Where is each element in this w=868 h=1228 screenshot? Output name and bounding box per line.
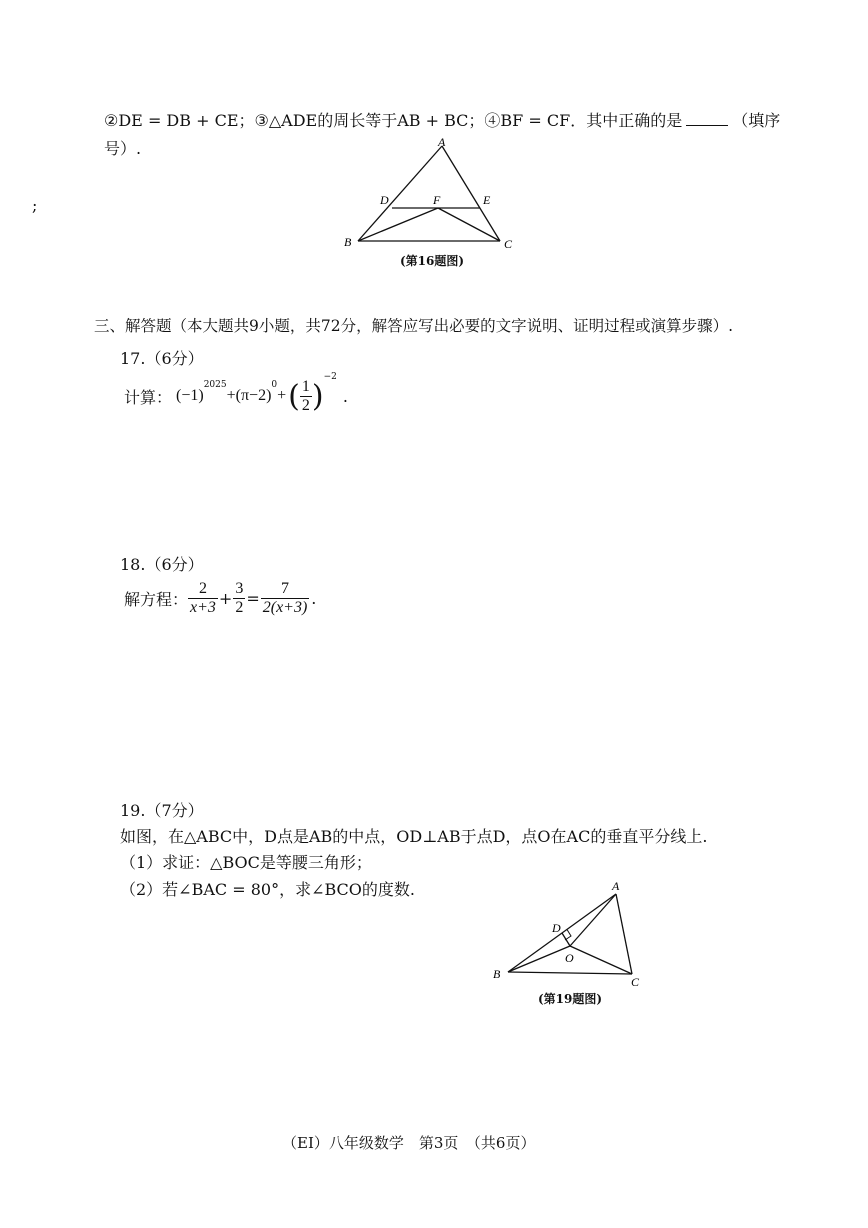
label19-B: B	[493, 967, 501, 981]
q19-part2: （2）若∠BAC = 80°，求∠BCO的度数.	[120, 880, 415, 899]
q17-plus: +	[277, 387, 287, 404]
q18-plus: +	[218, 588, 233, 608]
label19-C: C	[631, 975, 640, 986]
q17-frac-den: 2	[301, 396, 310, 414]
q17-exp3: −2	[323, 372, 337, 382]
q18-fraction-1	[188, 580, 218, 617]
q17-expression: 计算： (−1) $^{2025}$ +(π−2) $^0$ + ( $\frac{1}{2}$ ) $^{-2}$ .	[124, 372, 348, 414]
q17-frac-num: 1	[301, 377, 310, 395]
section3-heading: 三、解答题（本大题共9小题，共72分，解答应写出必要的文字说明、证明过程或演算步骤）.	[94, 317, 734, 335]
label-A: A	[438, 136, 446, 149]
q18-f1-den: x+3	[190, 598, 216, 616]
label-B: B	[344, 235, 352, 249]
q18-f2-num: 3	[235, 579, 244, 597]
q18-fraction-3	[261, 580, 310, 617]
seg-AC	[442, 146, 500, 241]
stray-mark: ;	[32, 196, 38, 215]
q18-f3-num: 7	[281, 579, 290, 597]
page-footer: （EI）八年级数学 第3页 （共6页）	[282, 1134, 536, 1152]
q17-exp1: 2025	[203, 380, 227, 390]
q16-line1-tail: （填序	[732, 111, 781, 130]
q18-fraction-2	[233, 580, 245, 617]
q19-part1: （1）求证：△BOC是等腰三角形；	[120, 853, 372, 872]
q17-term1: (−1)	[176, 387, 204, 404]
q17-prompt: 计算：	[124, 387, 173, 407]
q17-end: .	[342, 386, 348, 406]
q19-caption: (第19题图)	[538, 992, 603, 1006]
label19-A: A	[612, 879, 620, 893]
q18-f3-den: 2(x+3)	[262, 598, 308, 616]
seg-AB	[358, 146, 442, 241]
q16-line2: 号）.	[104, 139, 142, 158]
seg19-BC	[508, 972, 632, 974]
q16-figure	[340, 136, 520, 256]
q17-fraction	[300, 378, 312, 415]
q16-caption: (第16题图)	[400, 254, 465, 268]
label-E: E	[483, 193, 491, 207]
q19-stem: 如图，在△ABC中，D点是AB的中点，OD⊥AB于点D，点O在AC的垂直平分线上.	[120, 827, 708, 846]
q18-end: .	[311, 588, 317, 608]
q19-figure	[486, 876, 646, 986]
q16-answer-blank[interactable]	[686, 124, 728, 126]
label-C: C	[504, 237, 513, 251]
seg19-OC	[570, 946, 632, 974]
seg-CF	[438, 208, 500, 241]
seg-BF	[358, 208, 438, 241]
q17-number: 17.（6分）	[120, 349, 204, 368]
q18-f1-num: 2	[198, 579, 207, 597]
q19-number: 19.（7分）	[120, 801, 204, 820]
q17-term2: +(π−2)	[226, 387, 272, 404]
q18-number: 18.（6分）	[120, 555, 204, 574]
label19-D: D	[552, 921, 561, 935]
label-F: F	[433, 193, 441, 207]
q18-prompt: 解方程：	[124, 589, 189, 609]
label19-O: O	[565, 951, 574, 965]
q16-statement: ②DE = DB + CE；③△ADE的周长等于AB + BC；④BF = CF．其中正确的是	[104, 111, 683, 130]
seg19-AC	[616, 894, 632, 974]
q17-exp2: 0	[271, 380, 278, 390]
q18-equals: =	[246, 588, 260, 608]
seg19-OA	[570, 894, 616, 946]
label-D: D	[380, 193, 389, 207]
q16-line1	[104, 108, 780, 131]
q18-f2-den: 2	[235, 598, 244, 616]
q18-equation	[124, 574, 316, 622]
